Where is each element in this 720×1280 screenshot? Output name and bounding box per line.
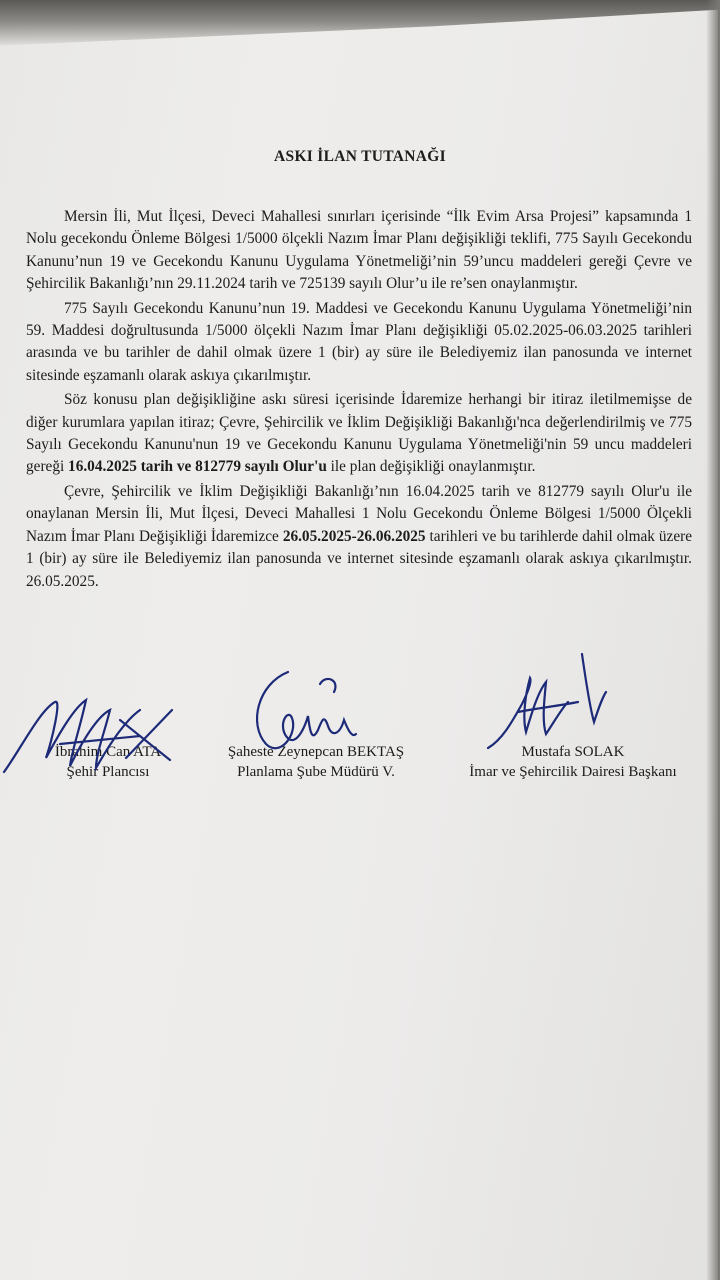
signatory-name-3: Mustafa SOLAK — [521, 744, 625, 760]
paragraph-3-tail: ile plan değişikliği onaylanmıştır. — [326, 458, 536, 476]
handwritten-signature-3 — [482, 652, 612, 762]
handwritten-signature-1 — [0, 680, 190, 790]
document-body — [26, 206, 692, 595]
signatory-name-2: Şaheste Zeynepcan BEKTAŞ — [227, 744, 405, 760]
handwritten-signature-2 — [248, 664, 368, 764]
paragraph-4 — [26, 481, 692, 593]
paragraph-4-bold: 26.05.2025-26.06.2025 — [282, 527, 426, 545]
signatory-name-1: İbrahim Can ATA — [54, 744, 162, 760]
paragraph-3 — [26, 389, 692, 479]
signatory-role-1: Şehir Plancısı — [66, 764, 150, 780]
signatory-role-3: İmar ve Şehircilik Dairesi Başkanı — [469, 764, 677, 780]
document-title: ASKI İLAN TUTANAĞI — [274, 148, 446, 165]
paragraph-2: 775 Sayılı Gecekondu Kanunu’nun 19. Maddesi ve Gecekondu Kanunu Uygulama Yönetmeliği’nin 59. Maddesi doğrultusunda 1/5000 ölçekli Nazım İmar Planı değişikliği 05.02.2025-06.03.2025 tarihleri arasında ve bu tarihler de dahil olmak üzere 1 (bir) ay süre ile Belediyemiz ilan panosunda ve internet sitesinde eşzamanlı olarak askıya çıkarılmıştır. — [26, 299, 692, 384]
signatory-role-2: Planlama Şube Müdürü V. — [237, 764, 395, 780]
paragraph-3-text: Söz konusu plan değişikliğine askı süresi içerisinde İdaremize herhangi bir itiraz iletilmemişse de diğer kurumlara yapılan itiraz; Çevre, Şehircilik ve İklim Değişikliği Bakanlığı'nca değerlendirilmiş ve 775 Sayılı Gecekondu Kanunu'nun 19 ve Gecekondu Kanunu Uygulama Yönetmeliği'nin 59 uncu maddeleri gereği — [26, 391, 692, 476]
right-edge-shadow — [706, 0, 720, 1280]
paragraph-1: Mersin İli, Mut İlçesi, Deveci Mahallesi sınırları içerisinde “İlk Evim Arsa Projesi” kapsamında 1 Nolu gecekondu Önleme Bölgesi 1/5000 ölçekli Nazım İmar Planı değişikliği teklifi, 775 Sayılı Gecekondu Kanunu’nun 19 ve Gecekondu Kanunu Uygulama Yönetmeliği’nin 59’uncu maddeleri gereği Çevre ve Şehircilik Bakanlığı’nın 29.11.2024 tarih ve 725139 sayılı Olur’u ile re’sen onaylanmıştır. — [26, 208, 692, 293]
paragraph-4-text: Çevre, Şehircilik ve İklim Değişikliği Bakanlığı’nın 16.04.2025 tarih ve 812779 sayılı Olur'u ile onaylanan Mersin İli, Mut İlçesi, Deveci Mahallesi 1 Nolu Gecekondu Önleme Bölgesi 1/5000 Ölçekli Nazım İmar Planı Değişikliği İdaremizce — [26, 482, 692, 545]
paragraph-4-tail: tarihleri ve bu tarihlerde dahil olmak üzere 1 (bir) ay süre ile Belediyemiz ilan panosunda ve internet sitesinde eşzamanlı olarak askıya çıkarılmıştır. 26.05.2025. — [26, 527, 692, 590]
paragraph-3-bold: 16.04.2025 tarih ve 812779 sayılı Olur'u — [68, 458, 327, 476]
